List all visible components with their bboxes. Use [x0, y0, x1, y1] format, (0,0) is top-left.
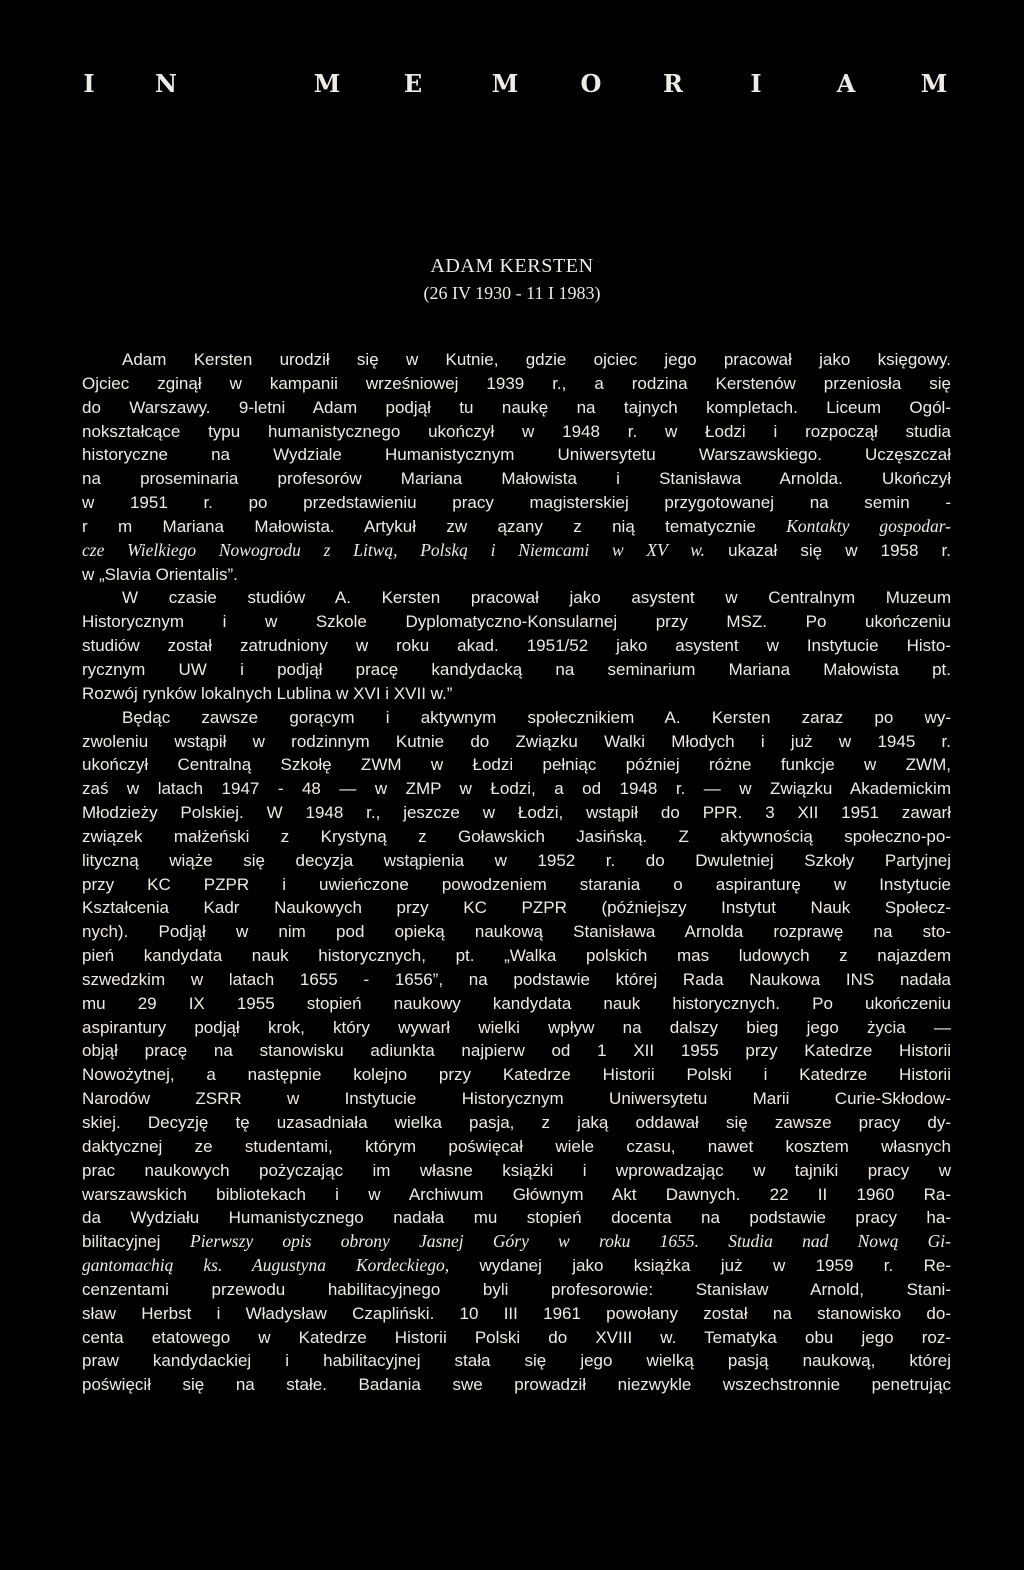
text-line: objął pracę na stanowisku adiunkta najpierw od 1 XII 1955 przy Katedrze Historii — [82, 1041, 951, 1061]
text-line: Młodzieży Polskiej. W 1948 r., jeszcze w Łodzi, wstąpił do PPR. 3 XII 1951 zawarł — [82, 803, 951, 823]
heading-letter: I — [750, 69, 762, 98]
text-segment: wydanej jako książka już w 1959 r. Re- — [449, 1256, 951, 1276]
text-line: pień kandydata nauk historycznych, pt. „Walka polskich mas ludowych z najazdem — [82, 946, 951, 966]
text-line: poświęcił się na stałe. Badania swe prowadził niezwykle wszechstronnie penetrując — [82, 1375, 951, 1395]
text-line: rycznym UW i podjął pracę kandydacką na seminarium Mariana Małowista pt. — [82, 659, 951, 679]
text-line: studiów został zatrudniony w roku akad. 1951/52 jako asystent w Instytucie Histo- — [82, 636, 951, 656]
heading-letter: A — [836, 69, 856, 98]
text-line: ukończył Centralną Szkołę ZWM w Łodzi pełniąc później różne funkcje w ZWM, — [82, 755, 951, 775]
text-line: cenzentami przewodu habilitacyjnego byli profesorowie: Stanisław Arnold, Stani- — [82, 1279, 951, 1299]
text-line — [82, 1254, 951, 1278]
text-line: zaś w latach 1947 - 48 — w ZMP w Łodzi, a od 1948 r. — w Związku Akademickim — [82, 779, 951, 799]
heading-letter: M — [313, 69, 341, 98]
text-line — [82, 1230, 951, 1254]
text-line — [82, 515, 951, 539]
italic-title: Kontakty gospodar- — [786, 515, 951, 536]
text-line: Historycznym i w Szkole Dyplomatyczno-Konsularnej przy MSZ. Po ukończeniu — [82, 612, 951, 632]
text-line: Rozwój rynków lokalnych Lublina w XVI i XVII w.” — [82, 683, 453, 703]
text-line: Kształcenia Kadr Naukowych przy KC PZPR (późniejszy Instytut Nauk Społecz- — [82, 898, 951, 918]
text-line: aspirantury podjął krok, który wywarł wielki wpływ na dalszy bieg jego życia — — [82, 1017, 951, 1037]
italic-title: gantomachią ks. Augustyna Kordeckiego, — [82, 1255, 450, 1276]
text-line: daktycznej ze studentami, którym poświęcał wiele czasu, nawet kosztem własnych — [82, 1136, 951, 1156]
text-line: szwedzkim w latach 1655 - 1656”, na podstawie której Rada Naukowa INS nadała — [82, 969, 951, 989]
italic-title: Pierwszy opis obrony Jasnej Góry w roku 1655. Studia nad Nową Gi- — [190, 1231, 951, 1252]
text-line: Nowożytnej, a następnie kolejno przy Katedrze Historii Polski i Katedrze Historii — [82, 1065, 951, 1085]
heading-letter: I — [83, 69, 95, 98]
heading-letter: R — [663, 69, 683, 98]
text-line: zwoleniu wstąpił w rodzinnym Kutnie do Związku Walki Młodych i już w 1945 r. — [82, 731, 951, 751]
text-line: Ojciec zginął w kampanii wrześniowej 1939 r., a rodzina Kerstenów przeniosła się — [82, 373, 951, 393]
text-line: Adam Kersten urodził się w Kutnie, gdzie ojciec jego pracował jako księgowy. — [122, 350, 951, 369]
text-line: nych). Podjął w nim pod opieką naukową Stanisława Arnolda rozprawę na sto- — [82, 922, 951, 942]
in-memoriam-heading — [0, 64, 1024, 104]
text-line: warszawskich bibliotekach i w Archiwum Głównym Akt Dawnych. 22 II 1960 Ra- — [82, 1184, 951, 1204]
heading-letter: M — [920, 69, 948, 98]
text-line: prac naukowych pożyczając im własne książki i wprowadzając w tajniki pracy w — [82, 1160, 951, 1180]
text-line: skiej. Decyzję tę uzasadniała wielka pasja, z jaką oddawał się zawsze pracy dy- — [82, 1113, 951, 1132]
text-line: Będąc zawsze gorącym i aktywnym społecznikiem A. Kersten zaraz po wy- — [122, 707, 951, 727]
text-segment: bilitacyjnej — [82, 1232, 190, 1252]
heading-letter: E — [403, 69, 423, 98]
obituary-dates: (26 IV 1930 - 11 I 1983) — [423, 283, 601, 303]
text-line: lityczną wiąże się decyzja wstąpienia w 1952 r. do Dwuletniej Szkoły Partyjnej — [82, 850, 951, 870]
text-line: centa etatowego w Katedrze Historii Polski do XVIII w. Tematyka obu jego roz- — [82, 1327, 951, 1347]
heading-letter: O — [580, 69, 602, 98]
text-line: historyczne na Wydziale Humanistycznym Uniwersytetu Warszawskiego. Uczęszczał — [82, 445, 951, 465]
text-line: w „Slavia Orientalis”. — [82, 564, 238, 584]
obituary-body — [82, 348, 951, 1397]
text-line: Narodów ZSRR w Instytucie Historycznym Uniwersytetu Marii Curie-Skłodow- — [82, 1089, 951, 1109]
text-line: w 1951 r. po przedstawieniu pracy magisterskiej przygotowanej na semin - — [82, 493, 951, 513]
text-line: sław Herbst i Władysław Czapliński. 10 III 1961 powołany został na stanowisko do- — [82, 1303, 951, 1323]
text-line: W czasie studiów A. Kersten pracował jako asystent w Centralnym Muzeum — [122, 588, 951, 608]
obituary-name: ADAM KERSTEN — [430, 255, 594, 277]
text-line: na proseminaria profesorów Mariana Małowista i Stanisława Arnolda. Ukończył — [82, 469, 951, 489]
text-line: związek małżeński z Krystyną z Goławskich Jasińską. Z aktywnością społeczno-po- — [82, 826, 951, 846]
text-line: do Warszawy. 9-letni Adam podjął tu naukę na tajnych kompletach. Liceum Ogól- — [82, 397, 951, 417]
text-segment: r m Mariana Małowista. Artykuł zw ązany z nią tematycznie — [82, 516, 787, 536]
text-line: da Wydziału Humanistycznego nadała mu stopień docenta na podstawie pracy ha- — [82, 1208, 951, 1228]
text-line: praw kandydackiej i habilitacyjnej stała się jego wielką pasją naukową, której — [82, 1351, 951, 1371]
text-line: nokształcące typu humanistycznego ukończył w 1948 r. w Łodzi i rozpoczął studia — [82, 421, 951, 441]
heading-letter: N — [155, 69, 177, 98]
text-line: mu 29 IX 1955 stopień naukowy kandydata nauk historycznych. Po ukończeniu — [82, 993, 951, 1013]
text-line: przy KC PZPR i uwieńczone powodzeniem starania o aspiranturę w Instytucie — [82, 874, 951, 894]
text-segment: ukazał się w 1958 r. — [705, 540, 951, 560]
italic-title: cze Wielkiego Nowogrodu z Litwą, Polską i Niemcami w XV w. — [82, 539, 706, 560]
text-line — [82, 539, 951, 563]
heading-letter: M — [491, 69, 519, 98]
